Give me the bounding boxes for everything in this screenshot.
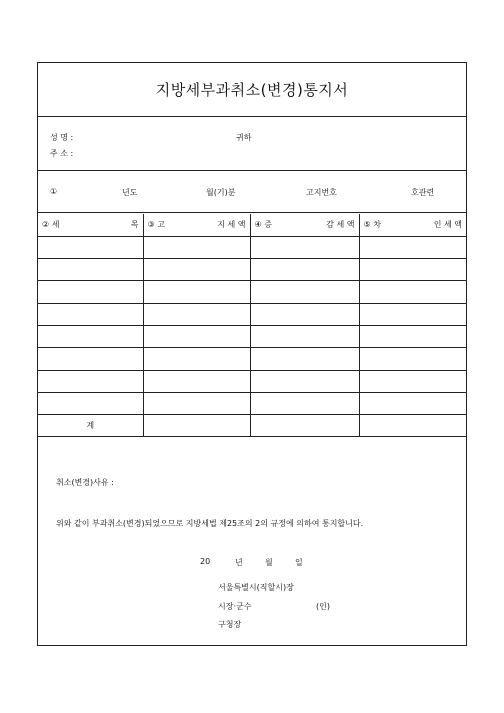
seal-mark: (인) (316, 602, 330, 611)
divider (38, 116, 466, 117)
header-notice-amount: ③ 고 지 세 액 (143, 214, 250, 236)
notice-body: 위와 같이 부과취소(변경)되었으므로 지방세법 제25조의 2의 규정에 의하여 통지합니다. (56, 519, 364, 528)
signer-mayor: 서울특별시(직할시)장 (218, 583, 294, 592)
signer-district: 구청장 (218, 620, 242, 629)
table-row (38, 370, 466, 392)
ref-volume: 호관련 (411, 188, 435, 197)
table-row (38, 236, 466, 258)
table-row (38, 392, 466, 414)
ref-year: 년도 (122, 188, 138, 197)
honorific: 귀하 (236, 133, 252, 142)
ref-month-period: 월(기)분 (206, 188, 236, 197)
table-row (38, 325, 466, 347)
header-tax-item: ② 세 목 (38, 214, 143, 236)
date-century: 20 (200, 557, 211, 566)
tax-table (38, 214, 466, 437)
table-row (38, 303, 466, 325)
header-change-amount: ④ 증 감 세 액 (250, 214, 359, 236)
address-label: 주 소 : (50, 149, 74, 158)
total-label: 계 (38, 415, 143, 437)
name-label: 성 명 : (50, 133, 74, 142)
notice-form (37, 62, 467, 646)
table-row (38, 259, 466, 281)
table-row (38, 348, 466, 370)
signer-county: 시장·군수 (218, 602, 252, 611)
ref-number: ① (50, 187, 58, 196)
ref-notice-number: 고지번호 (306, 188, 337, 197)
date-day: 일 (295, 558, 303, 567)
table-total-row (38, 415, 466, 437)
header-difference-amount: ⑤ 차 인 세 액 (359, 214, 466, 236)
divider (38, 212, 466, 213)
reason-label: 취소(변경)사유 : (56, 478, 114, 487)
divider (38, 170, 466, 171)
date-year: 년 (235, 558, 243, 567)
table-row (38, 281, 466, 303)
date-month: 월 (265, 558, 273, 567)
table-header-row (38, 214, 466, 236)
document-title: 지방세부과취소(변경)통지서 (155, 81, 349, 99)
